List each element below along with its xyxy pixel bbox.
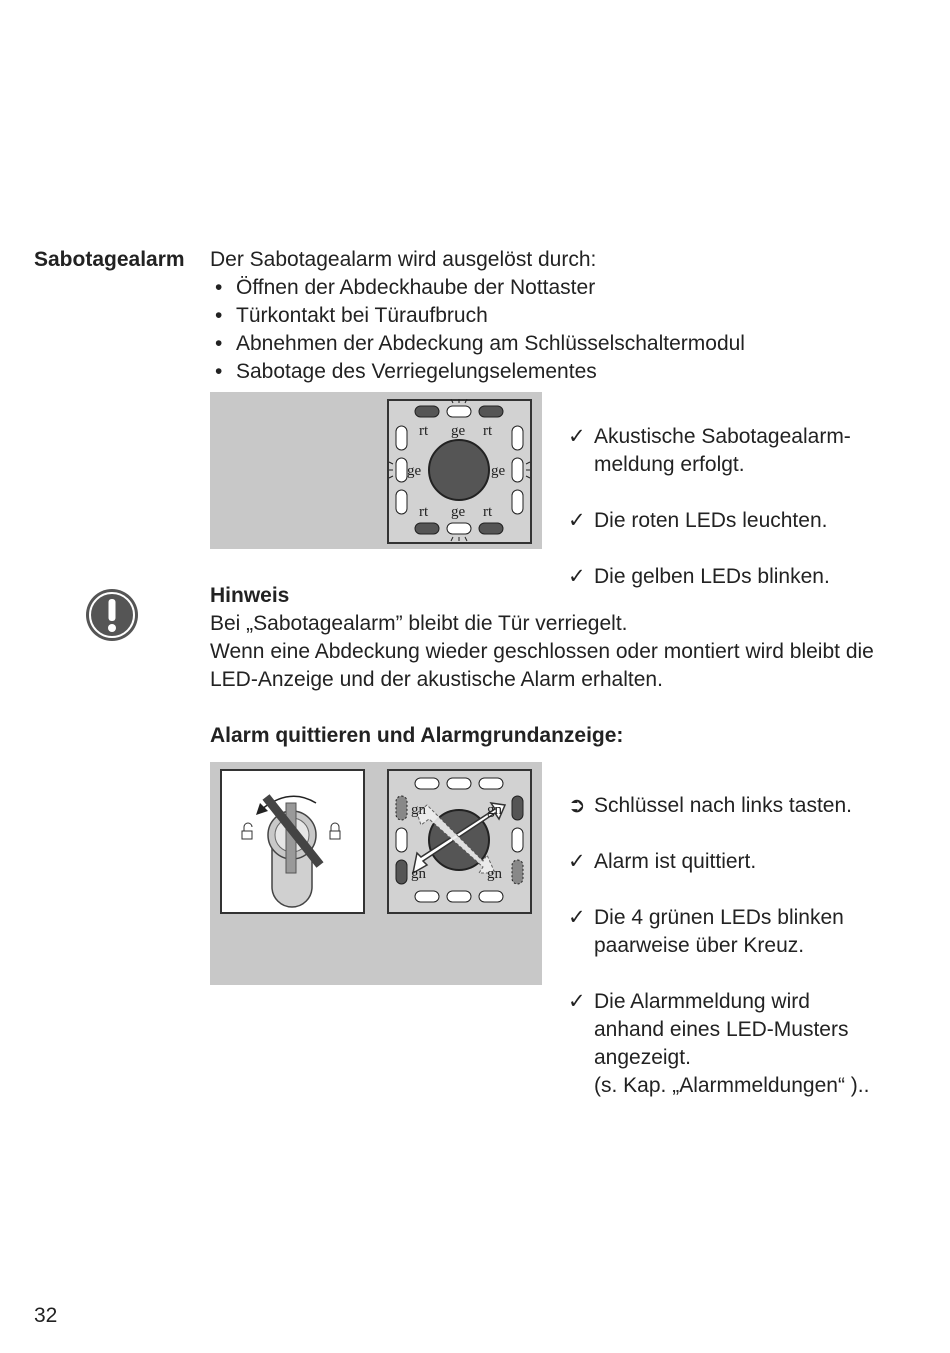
led-label-green: gn — [487, 866, 502, 882]
list-item: • Sabotage des Verriegelungselementes — [210, 358, 850, 386]
ack-heading: Alarm quittieren und Alarmgrundanzeige: — [210, 724, 624, 747]
led-label-red: rt — [483, 504, 493, 520]
led-label-yellow: ge — [491, 463, 506, 479]
led-label-yellow: ge — [451, 423, 466, 439]
led-label-red: rt — [419, 504, 429, 520]
check-icon: ✓ — [568, 990, 586, 1013]
note-title: Hinweis — [210, 584, 290, 607]
ack-step-list — [568, 764, 928, 1128]
check-icon: ✓ — [568, 906, 586, 929]
led-label-green: gn — [411, 866, 426, 882]
figure-key-cylinder — [220, 769, 365, 914]
figure-tamper-led-panel — [387, 399, 532, 544]
arrow-right-icon: ➲ — [568, 794, 586, 817]
note-line-2: Wenn eine Abdeckung wieder geschlossen oder montiert wird bleibt die LED-Anzeige und der akustische Alarm erhalten. — [210, 640, 874, 691]
page-number: 32 — [34, 1304, 58, 1327]
check-icon: ✓ — [568, 565, 586, 588]
list-item: • Türkontakt bei Türaufbruch — [210, 302, 850, 330]
led-label-yellow: ge — [407, 463, 422, 479]
list-item: ➲ Schlüssel nach links tasten. — [568, 792, 928, 820]
figure-green-led-panel — [387, 769, 532, 914]
list-item: ✓ Die Alarmmeldung wird anhand eines LED-Musters angezeigt. (s. Kap. „Alarmmeldungen“ ).. — [568, 990, 870, 1097]
list-item: • Abnehmen der Abdeckung am Schlüsselschaltermodul — [210, 330, 850, 358]
section-side-label: Sabotagealarm — [34, 248, 185, 271]
list-item: ✓ Die roten LEDs leuchten. — [568, 507, 928, 535]
section-intro: Der Sabotagealarm wird ausgelöst durch: — [210, 248, 597, 271]
led-label-red: rt — [419, 423, 429, 439]
list-item: ✓ Die gelben LEDs blinken. — [568, 563, 928, 591]
note-line-1: Bei „Sabotagealarm” bleibt die Tür verriegelt. — [210, 612, 628, 635]
check-icon: ✓ — [568, 425, 586, 448]
list-item: • Öffnen der Abdeckhaube der Nottaster — [210, 274, 850, 302]
list-item: ✓ Akustische Sabotagealarm- meldung erfolgt. — [568, 425, 851, 476]
check-icon: ✓ — [568, 850, 586, 873]
led-label-green: gn — [411, 802, 426, 818]
result-list — [568, 395, 928, 619]
exclamation-icon — [85, 588, 139, 642]
list-item: ✓ Alarm ist quittiert. — [568, 848, 928, 876]
led-label-green: gn — [487, 802, 502, 818]
list-item: ✓ Die 4 grünen LEDs blinken paarweise über Kreuz. — [568, 906, 844, 957]
led-label-red: rt — [483, 423, 493, 439]
check-icon: ✓ — [568, 509, 586, 532]
led-label-yellow: ge — [451, 504, 466, 520]
cause-list — [210, 274, 850, 386]
